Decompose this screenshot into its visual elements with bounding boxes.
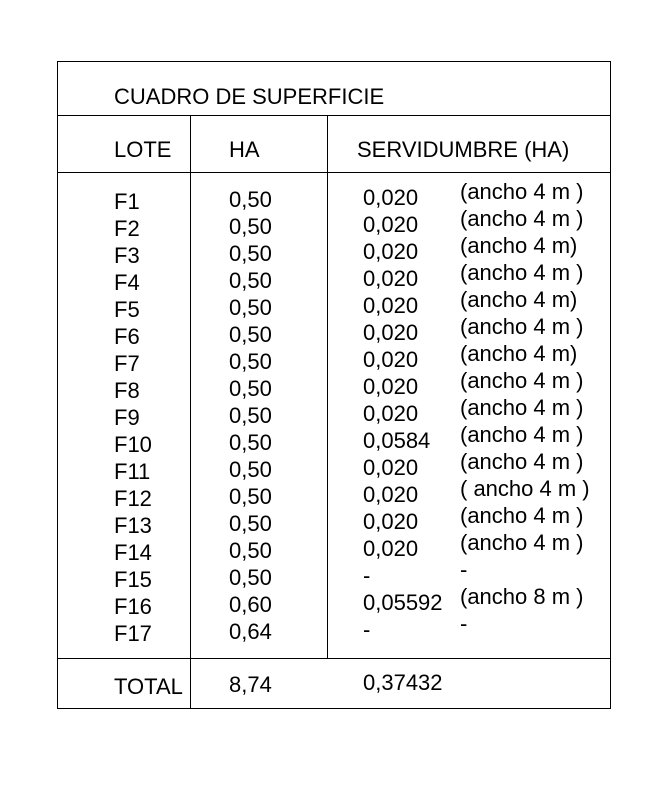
cell-servidumbre: 0,020 [363, 536, 419, 561]
cell-ha: 0,50 [229, 349, 272, 374]
title-divider [57, 115, 611, 116]
header-servidumbre: SERVIDUMBRE (HA) [357, 137, 570, 162]
cell-ha: 0,50 [229, 430, 272, 455]
cell-note: (ancho 4 m ) [460, 422, 584, 447]
cell-note: (ancho 4 m) [460, 233, 578, 258]
cell-ha: 0,50 [229, 268, 272, 293]
cell-lote: F7 [114, 351, 140, 376]
cell-servidumbre: 0,020 [363, 320, 419, 345]
cell-ha: 0,50 [229, 241, 272, 266]
cell-lote: F13 [114, 513, 152, 538]
cell-lote: F14 [114, 540, 152, 565]
cell-lote: F15 [114, 567, 152, 592]
total-label: TOTAL [114, 674, 183, 699]
column-divider-1 [190, 115, 191, 708]
cell-ha: 0,50 [229, 538, 272, 563]
cell-lote: F3 [114, 243, 140, 268]
cell-note: - [460, 611, 468, 636]
cell-lote: F6 [114, 324, 140, 349]
total-servidumbre: 0,37432 [363, 670, 443, 695]
cell-note: (ancho 4 m ) [460, 395, 584, 420]
cell-ha: 0,50 [229, 403, 272, 428]
cell-servidumbre: 0,020 [363, 347, 419, 372]
cell-servidumbre: 0,020 [363, 266, 419, 291]
cell-servidumbre: - [363, 563, 371, 588]
cell-servidumbre: 0,05592 [363, 590, 443, 615]
cell-note: (ancho 4 m ) [460, 449, 584, 474]
cell-note: ( ancho 4 m ) [460, 476, 590, 501]
cell-servidumbre: 0,020 [363, 185, 419, 210]
cell-servidumbre: 0,020 [363, 374, 419, 399]
cell-lote: F5 [114, 297, 140, 322]
table-left-border [57, 61, 58, 709]
cell-lote: F4 [114, 270, 140, 295]
cell-servidumbre: 0,0584 [363, 428, 431, 453]
cell-ha: 0,50 [229, 511, 272, 536]
cell-servidumbre: 0,020 [363, 482, 419, 507]
cell-lote: F16 [114, 594, 152, 619]
cell-ha: 0,50 [229, 457, 272, 482]
cell-lote: F17 [114, 621, 152, 646]
table-top-border [57, 61, 611, 62]
cell-note: (ancho 4 m) [460, 341, 578, 366]
cell-note: (ancho 4 m ) [460, 314, 584, 339]
header-divider [57, 172, 611, 173]
cell-note: (ancho 4 m ) [460, 368, 584, 393]
cell-ha: 0,50 [229, 565, 272, 590]
total-ha: 8,74 [229, 672, 272, 697]
cell-servidumbre: 0,020 [363, 455, 419, 480]
cell-lote: F10 [114, 432, 152, 457]
cell-servidumbre: 0,020 [363, 401, 419, 426]
cell-servidumbre: 0,020 [363, 212, 419, 237]
total-divider [57, 658, 611, 659]
column-divider-2 [327, 115, 328, 658]
cell-servidumbre: 0,020 [363, 509, 419, 534]
cell-lote: F9 [114, 405, 140, 430]
header-lote: LOTE [114, 137, 172, 162]
cell-servidumbre: - [363, 617, 371, 642]
cell-note: (ancho 4 m ) [460, 260, 584, 285]
cell-ha: 0,50 [229, 187, 272, 212]
cell-servidumbre: 0,020 [363, 239, 419, 264]
table-right-border [610, 61, 611, 709]
cell-ha: 0,50 [229, 214, 272, 239]
cell-ha: 0,60 [229, 592, 272, 617]
cell-ha: 0,50 [229, 376, 272, 401]
cell-lote: F12 [114, 486, 152, 511]
cell-note: (ancho 4 m ) [460, 530, 584, 555]
cell-ha: 0,64 [229, 619, 272, 644]
cell-note: (ancho 4 m) [460, 287, 578, 312]
cell-note: (ancho 4 m ) [460, 206, 584, 231]
cell-servidumbre: 0,020 [363, 293, 419, 318]
cell-note: - [460, 557, 468, 582]
header-ha: HA [229, 137, 260, 162]
cell-ha: 0,50 [229, 295, 272, 320]
cell-note: (ancho 4 m ) [460, 503, 584, 528]
cell-lote: F1 [114, 189, 140, 214]
cell-lote: F11 [114, 459, 151, 484]
cell-ha: 0,50 [229, 322, 272, 347]
cell-lote: F8 [114, 378, 140, 403]
table-title: CUADRO DE SUPERFICIE [114, 84, 385, 109]
cell-note: (ancho 8 m ) [460, 584, 584, 609]
cell-ha: 0,50 [229, 484, 272, 509]
cell-lote: F2 [114, 216, 140, 241]
cell-note: (ancho 4 m ) [460, 179, 584, 204]
table-bottom-border [57, 708, 611, 709]
